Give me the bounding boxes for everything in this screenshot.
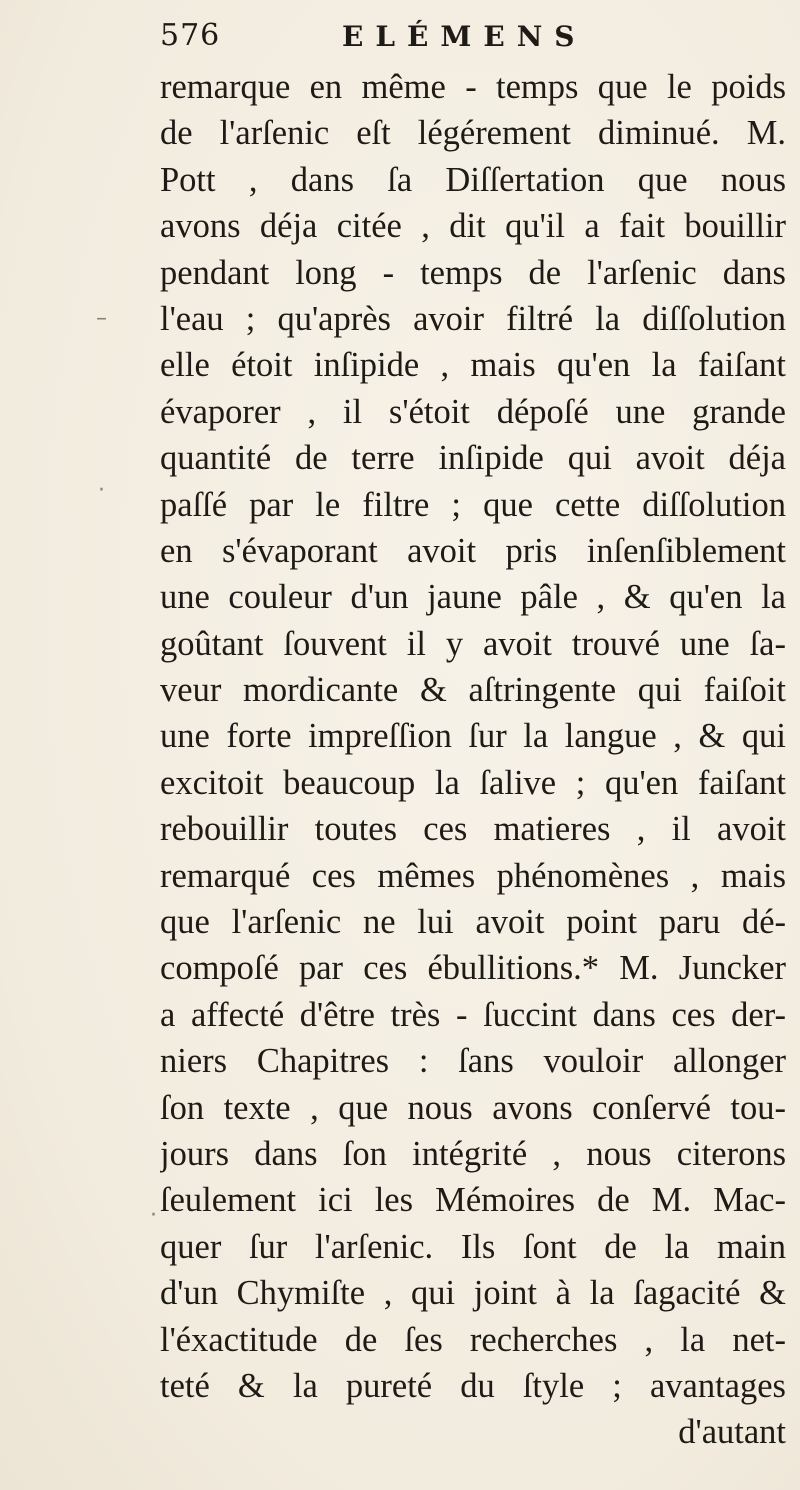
text-line: teté & la pureté du ſtyle ; avantages	[160, 1366, 786, 1405]
text-line: que l'arſenic ne lui avoit point paru dé-	[160, 903, 786, 942]
text-line: l'éxactitude de ſes recherches , la net-	[160, 1320, 786, 1359]
text-line: a affecté d'être très - ſuccint dans ces der-	[160, 995, 786, 1034]
text-line: d'un Chymiſte , qui joint à la ſagacité &	[160, 1274, 786, 1313]
text-line: ſeulement ici les Mémoires de M. Mac-	[160, 1181, 786, 1220]
text-line: paſſé par le filtre ; que cette diſſolution	[160, 485, 786, 524]
text-line: quantité de terre inſipide qui avoit déja	[160, 439, 786, 478]
margin-dot-mark: ·	[98, 478, 105, 503]
text-line: une forte impreſſion ſur la langue , & qui	[160, 717, 786, 756]
text-line: l'eau ; qu'après avoir filtré la diſſolution	[160, 299, 786, 338]
text-line: rebouillir toutes ces matieres , il avoit	[160, 810, 786, 849]
page-header	[160, 14, 600, 58]
running-head: ELÉMENS	[342, 20, 587, 53]
text-line: compoſé par ces ébullitions.* M. Juncker	[160, 949, 786, 988]
text-line: niers Chapitres : ſans vouloir allonger	[160, 1042, 786, 1081]
text-line: remarqué ces mêmes phénomènes , mais	[160, 856, 786, 895]
body-text	[160, 64, 786, 1456]
text-line: excitoit beaucoup la ſalive ; qu'en faiſant	[160, 763, 786, 802]
margin-dot-mark: ·	[150, 1203, 157, 1228]
text-line: une couleur d'un jaune pâle , & qu'en la	[160, 578, 786, 617]
text-line: Pott , dans ſa Diſſertation que nous	[160, 160, 786, 199]
text-line: jours dans ſon intégrité , nous citerons	[160, 1134, 786, 1173]
text-line: ſon texte , que nous avons conſervé tou-	[160, 1088, 786, 1127]
text-line: avons déja citée , dit qu'il a fait bouillir	[160, 207, 786, 246]
text-line: de l'arſenic eſt légérement diminué. M.	[160, 114, 786, 153]
text-line: veur mordicante & aſtringente qui faiſoit	[160, 671, 786, 710]
text-line: pendant long - temps de l'arſenic dans	[160, 253, 786, 292]
text-line: en s'évaporant avoit pris inſenſiblement	[160, 531, 786, 570]
text-line: quer ſur l'arſenic. Ils ſont de la main	[160, 1227, 786, 1266]
text-line: elle étoit inſipide , mais qu'en la faiſant	[160, 346, 786, 385]
margin-dash-mark: –	[96, 306, 107, 331]
text-line: remarque en même - temps que le poids	[160, 68, 786, 106]
text-line: évaporer , il s'étoit dépoſé une grande	[160, 392, 786, 431]
page-number: 576	[160, 18, 221, 53]
text-line: goûtant ſouvent il y avoit trouvé une ſa-	[160, 624, 786, 663]
catchword: d'autant	[678, 1413, 786, 1452]
